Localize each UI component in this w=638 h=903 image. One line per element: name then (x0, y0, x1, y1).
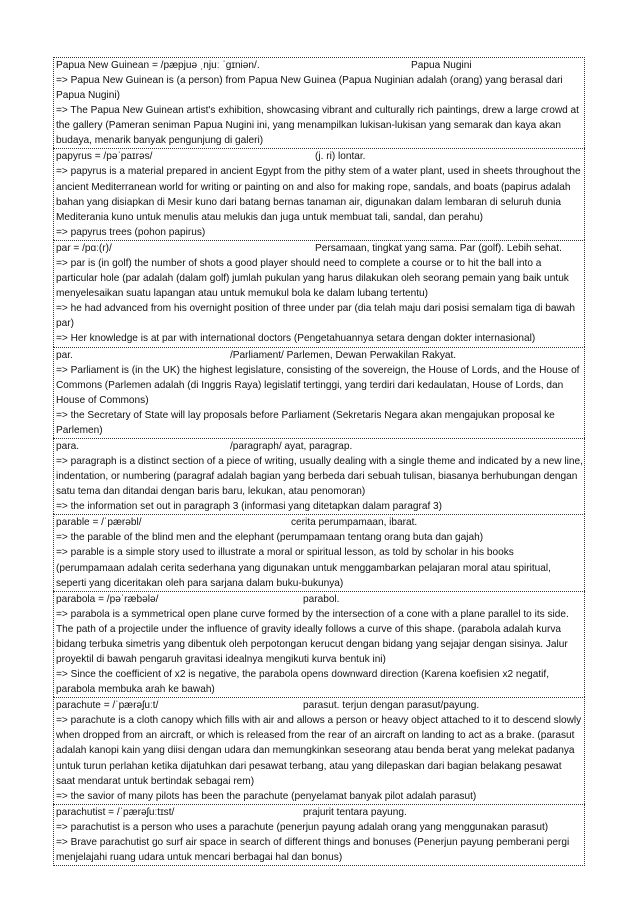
entry-meaning: parabol. (303, 593, 340, 605)
entry-head (56, 58, 583, 73)
entry-par-abbrev (53, 347, 585, 438)
entry-head (56, 805, 583, 820)
entry-line: => Brave parachutist go surf air space in search of different things and bonuses (Penerjun payung pemberani pergi menjelajahi ruang udara untuk mencari berbagai hal dan bonus) (56, 836, 570, 864)
entry-head (56, 241, 583, 256)
entry-meaning: parasut. terjun dengan parasut/payung. (303, 700, 480, 712)
entry-term: parable = /ˈpærəbl/ (56, 517, 142, 529)
entry-line: => parable is a simple story used to illustrate a moral or spiritual lesson, as told by scholar in his books (perumpamaan adalah cerita sederhana yang digunakan untuk menggambarkan pelajaran moral atau spiritual, seperti yang diceritakan oleh para sarjana dalam buku-bukunya) (56, 547, 551, 589)
entry-term: Papua New Guinean = /pæpjuə ˌnjuː ˈɡɪniən/. (56, 60, 260, 71)
entry-para (53, 438, 585, 514)
entry-term: parachute = /ˈpærəʃuːt/ (56, 700, 159, 712)
entry-term: parachutist = /ˈpærəʃuːtɪst/ (56, 806, 175, 818)
entry-meaning: /Parliament/ Parlemen, Dewan Perwakilan Rakyat. (230, 349, 457, 361)
entry-term: papyrus = /pəˈpaɪrəs/ (56, 151, 153, 163)
entry-line: => Since the coefficient of x2 is negative, the parabola opens downward direction (Karena koefisien x2 negatif, parabola membuka arah ke bawah) (56, 669, 550, 696)
entry-meaning: (j. ri) lontar. (315, 151, 366, 163)
entry-line: => Papua New Guinean is (a person) from Papua New Guinea (Papua Nuginian adalah (orang) yang berasal dari Papua Nugini) (56, 75, 563, 102)
entry-papyrus (53, 148, 585, 239)
entry-line: => parabola is a symmetrical open plane curve formed by the intersection of a cone with a plane parallel to its side. The path of a projectile under the influence of gravity ideally follows a curve of this shape. (parabola adalah kurva bidang terbuka simetris yang dibentuk oleh perpotongan kerucut dengan bidang yang sejajar dengan sisinya. Jalur proyektil di bawah pengaruh gravitasi idealnya mengikuti kurva bentuk ini) (56, 608, 569, 665)
entry-meaning: prajurit tentara payung. (303, 806, 407, 818)
entry-line: => paragraph is a distinct section of a piece of writing, usually dealing with a single theme and indicated by a new line, indentation, or numbering (paragraf adalah bagian yang berbeda dari sebuah tulisan, biasanya berhubungan dengan satu tema dan ditandai dengan baris baru, lekukan, atau penomoran) (56, 455, 583, 498)
entry-parable (53, 514, 585, 590)
entry-line: => papyrus is a material prepared in ancient Egypt from the pithy stem of a water plant, used in sheets throughout the ancient Mediterranean world for writing or painting on and also for making rope, sandals, and boats (papirus adalah bahan yang disiapkan di Mesir kuno dari batang bernas tanaman air, digunakan dalam lembaran di seluruh dunia Mediterania kuno untuk menulis atau melukis dan juga untuk membuat tali, sandal, dan perahu) (56, 166, 581, 223)
entry-term: para. (56, 440, 80, 452)
entry-line: => he had advanced from his overnight position of three under par (dia telah maju dari posisi semalam tiga di bawah par) (56, 303, 576, 330)
entry-line: => The Papua New Guinean artist's exhibition, showcasing vibrant and culturally rich paintings, drew a large crowd at the gallery (Pameran seniman Papua Nugini ini, yang menampilkan lukisan-lukisan yang semarak dan kaya akan budaya, menarik banyak pengunjung di galeri) (56, 105, 579, 147)
entry-par (53, 240, 585, 347)
entry-term: parabola = /pəˈræbələ/ (56, 593, 159, 605)
entry-line: => parachutist is a person who uses a parachute (penerjun payung adalah orang yang menggunakan parasut) (56, 821, 549, 833)
entry-term: par. (56, 349, 73, 361)
entry-head (56, 348, 583, 363)
dictionary-page (53, 57, 585, 866)
entry-line: => the parable of the blind men and the elephant (perumpamaan tentang orang buta dan gajah) (56, 532, 484, 544)
entry-meaning: Persamaan, tingkat yang sama. Par (golf). Lebih sehat. (315, 242, 562, 254)
entry-meaning: /paragraph/ ayat, paragrap. (230, 440, 353, 452)
entry-line: => Parliament is (in the UK) the highest legislature, consisting of the sovereign, the House of Lords, and the House of Commons (Parlemen adalah (di Inggris Raya) legislatif tertinggi, yang terdiri dari kedaulatan, House of Lords, dan House of Commons) (56, 364, 580, 406)
entry-parabola (53, 591, 585, 698)
entry-meaning: Papua Nugini (411, 60, 472, 71)
entry-line: => papyrus trees (pohon papirus) (56, 226, 206, 238)
entry-line: => the information set out in paragraph 3 (informasi yang ditetapkan dalam paragraf 3) (56, 501, 443, 513)
entry-meaning: cerita perumpamaan, ibarat. (291, 517, 418, 529)
entry-line: => the savior of many pilots has been the parachute (penyelamat banyak pilot adalah parasut) (56, 790, 477, 802)
entry-head (56, 592, 583, 607)
entry-parachutist (53, 804, 585, 866)
entry-head (56, 149, 583, 164)
entry-line: => the Secretary of State will lay proposals before Parliament (Sekretaris Negara akan mengajukan proposal ke Parlemen) (56, 409, 555, 436)
entry-head (56, 515, 583, 530)
entry-line: => par is (in golf) the number of shots a good player should need to complete a course or to hit the ball into a particular hole (par adalah (dalam golf) jumlah pukulan yang harus dilakukan oleh seorang pemain yang baik untuk menyelesaikan suatu lapangan atau untuk memukul bola ke dalam lubang tertentu) (56, 257, 569, 300)
entry-term: par = /pɑː(r)/ (56, 242, 112, 254)
entry-head (56, 698, 583, 713)
entry-line: => parachute is a cloth canopy which fills with air and allows a person or heavy object attached to it to descend slowly when dropped from an aircraft, or which is released from the rear of an aircraft on landing to act as a brake. (parasut adalah kanopi kain yang diisi dengan udara dan memungkinkan seseorang atau benda berat yang melekat padanya untuk turun perlahan ketika dijatuhkan dari pesawat terbang, atau yang dilepaskan dari bagian belakang pesawat saat mendarat untuk bertindak sebagai rem) (56, 715, 582, 787)
entry-parachute (53, 697, 585, 804)
entry-line: => Her knowledge is at par with international doctors (Pengetahuannya setara dengan dokter internasional) (56, 333, 536, 345)
entry-papua-new-guinean (53, 57, 585, 148)
entry-head (56, 439, 583, 454)
